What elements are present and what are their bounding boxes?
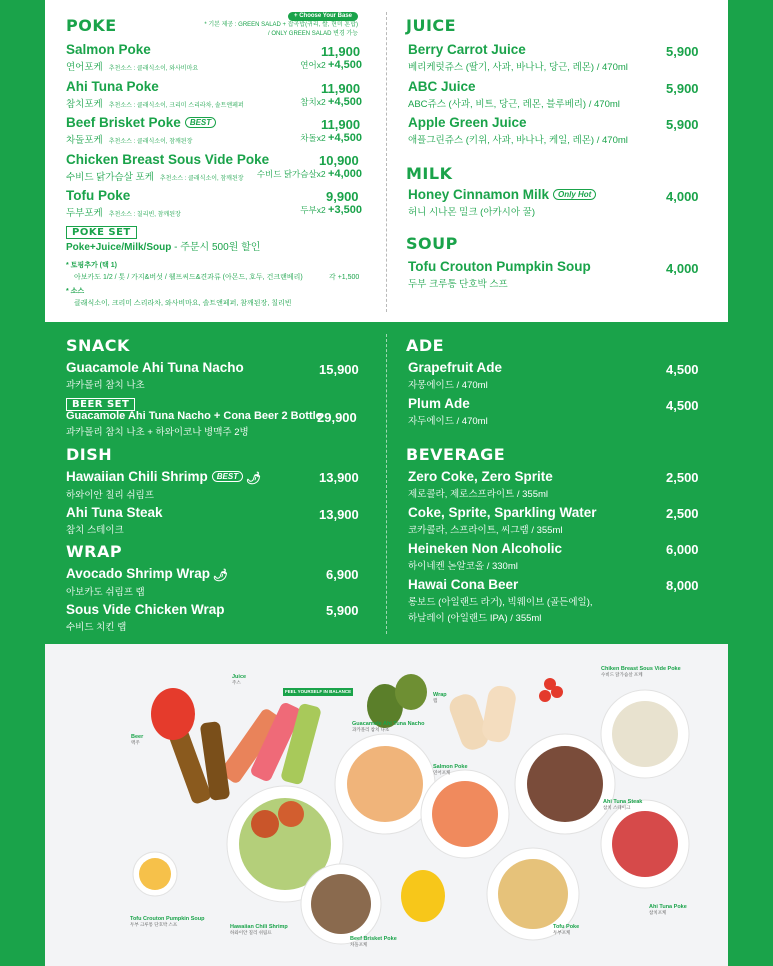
menu-item-beef-brisket-poke [66, 115, 216, 146]
item-name: Avocado Shrimp Wrap 🌶 [66, 566, 229, 582]
menu-item-grapefruit-ade [408, 360, 502, 391]
item-price: 4,000 [666, 189, 699, 204]
item-price: 11,900 [321, 81, 361, 96]
poke-set-label: POKE SET [66, 222, 137, 240]
menu-item-berry-carrot-juice [408, 42, 628, 73]
item-name: Chicken Breast Sous Vide Poke [66, 152, 270, 167]
item-subtitle: 하와이안 칠리 쉬림프 [66, 490, 154, 501]
item-price: 6,000 [666, 542, 699, 557]
tomato [539, 690, 551, 702]
photo-label-tuna-poke: Ahi Tuna Poke 참치포케 [649, 904, 687, 915]
top-menu-panel [45, 0, 728, 322]
item-subtitle: 수비드 닭가슴살 포케 추천소스 : 클래식소이, 참깨된장 [66, 172, 244, 183]
photo-label-nacho: Guacamole Ahi Tuna Nacho 과카몰리 참치 나초 [352, 721, 425, 732]
menu-item-chicken-breast-poke [66, 152, 269, 183]
food-photo-panel [45, 644, 728, 966]
soup [139, 858, 171, 890]
yellow-pepper [401, 870, 445, 922]
nacho [347, 746, 423, 822]
menu-item-apple-green-juice [408, 115, 628, 146]
item-price: 29,900 [317, 410, 357, 425]
item-subtitle: 애플그린쥬스 (키위, 사과, 바나나, 케일, 레몬) / 470ml [408, 135, 628, 146]
item-subtitle: 연어포케 추천소스 : 클래식소이, 와사비마요 [66, 62, 199, 73]
item-price: 4,500 [666, 362, 699, 377]
item-name: Ahi Tuna Steak [66, 505, 163, 520]
item-name: Tofu Poke [66, 188, 131, 203]
item-subtitle: 허니 시나몬 밀크 (아카시아 꿀) [408, 207, 536, 218]
menu-item-cona-beer [408, 577, 593, 624]
item-subtitle: 수비드 치킨 랩 [66, 622, 127, 633]
menu-item-salmon-poke [66, 42, 198, 73]
banner-text: FEEL YOURSELF IN BALANCE [285, 689, 352, 694]
item-price: 6,900 [326, 567, 359, 582]
menu-item-ahi-tuna-steak [66, 505, 163, 536]
shrimp [278, 801, 304, 827]
item-subtitle: 두부포케 추천소스 : 칠리빈, 참깨된장 [66, 208, 181, 219]
sauce-title: * 소스 [66, 288, 85, 295]
beer-set-label: BEER SET [66, 394, 135, 412]
wrap-heading: WRAP [66, 542, 123, 561]
item-price: 13,900 [319, 470, 359, 485]
menu-item-tofu-poke [66, 188, 181, 219]
milk-heading: MILK [406, 164, 453, 183]
red-pepper [151, 688, 195, 740]
salmon [432, 781, 498, 847]
chicken [612, 701, 678, 767]
menu-item-avocado-shrimp-wrap [66, 566, 228, 598]
topping-list: 아보카도 1/2 / 톳 / 가지&버섯 / 웰프씨드&견과류 (아몬드, 호두, 건크랜베리) [74, 274, 303, 281]
item-price: 4,000 [666, 261, 699, 276]
topping-price: 각 +1,500 [329, 274, 360, 281]
menu-item-heineken [408, 541, 562, 572]
item-name: Guacamole Ahi Tuna Nacho + Cona Beer 2 Bottle [66, 410, 322, 422]
column-divider [386, 334, 387, 634]
base-line-2: / ONLY GREEN SALAD 변경 가능 [268, 31, 358, 37]
item-price: 9,900 [326, 189, 359, 204]
item-subtitle: 두부 크루통 단호박 스프 [408, 279, 508, 290]
ade-heading: ADE [406, 336, 445, 355]
item-price: 5,900 [326, 603, 359, 618]
item-subtitle: 과카몰리 참치 나초 + 하와이코나 병맥주 2병 [66, 427, 249, 438]
menu-item-hawaiian-chili-shrimp [66, 469, 261, 501]
item-price: 5,900 [666, 44, 699, 59]
best-badge: BEST [185, 117, 216, 128]
tomato [544, 678, 556, 690]
snack-heading: SNACK [66, 336, 130, 355]
photo-label-shrimp: Hawaiian Chili Shrimp 하와이안 칠리 쉬림프 [230, 924, 288, 935]
item-price: 11,900 [321, 117, 361, 132]
item-subtitle: 하이네켄 논알코올 / 330ml [408, 561, 518, 572]
item-name: Berry Carrot Juice [408, 42, 526, 57]
item-name: Zero Coke, Zero Sprite [408, 469, 553, 484]
brisket [311, 874, 371, 934]
item-name: ABC Juice [408, 79, 476, 94]
item-subtitle: 베리케럿쥬스 (딸기, 사과, 바나나, 당근, 레몬) / 470ml [408, 62, 628, 73]
menu-item-guacamole-nacho [66, 360, 244, 391]
item-name: Apple Green Juice [408, 115, 527, 130]
item-price: 10,900 [319, 153, 359, 168]
photo-label-juice: Juice 주스 [232, 674, 247, 685]
item-subtitle: 아보카도 쉬림프 랩 [66, 587, 145, 598]
item-name: Heineken Non Alcoholic [408, 541, 563, 556]
item-name: Hawai Cona Beer [408, 577, 519, 592]
item-name: Honey Cinnamon Milk Only Hot [408, 187, 596, 202]
shrimp [251, 810, 279, 838]
item-price: 13,900 [319, 507, 359, 522]
item-price: 5,900 [666, 81, 699, 96]
item-name: Guacamole Ahi Tuna Nacho [66, 360, 244, 375]
item-subtitle: 참치포케 추천소스 : 클래식소이, 크리미 스리라차, 솔트앤페퍼 [66, 99, 244, 110]
item-price: 2,500 [666, 506, 699, 521]
item-subtitle: 과카몰리 참치 나초 [66, 380, 145, 391]
photo-label-soup: Tofu Crouton Pumpkin Soup 두부 크루통 단호박 스프 [130, 916, 205, 927]
photo-label-brisket-poke: Beef Brisket Poke 차돌포케 [350, 936, 397, 947]
item-name: Plum Ade [408, 396, 470, 411]
poke-set-line: Poke+Juice/Milk/Soup - 주문시 500원 할인 [66, 242, 261, 253]
poke-heading: POKE [66, 16, 117, 35]
steak [527, 746, 603, 822]
item-price: 15,900 [319, 362, 359, 377]
item-subtitle: 롱보드 (아일랜드 라거), 빅웨이브 (골든에일), [408, 597, 593, 608]
menu-item-beer-set [66, 410, 322, 438]
item-addon: 연어x2 +4,500 [300, 59, 362, 71]
item-name: Salmon Poke [66, 42, 151, 57]
item-name: Sous Vide Chicken Wrap [66, 602, 225, 617]
tuna [612, 811, 678, 877]
menu-item-plum-ade [408, 396, 488, 427]
soup-heading: SOUP [406, 234, 458, 253]
item-name: Beef Brisket Poke BEST [66, 115, 216, 130]
topping-title: * 토핑추가 (택 1) [66, 262, 117, 269]
menu-item-sous-vide-chicken-wrap [66, 602, 225, 633]
item-name: Grapefruit Ade [408, 360, 503, 375]
item-subtitle: 차돌포케 추천소스 : 클래식소이, 참깨된장 [66, 135, 193, 146]
photo-label-wrap: Wrap 랩 [433, 692, 447, 703]
item-price: 4,500 [666, 398, 699, 413]
sauce-list: 클래식소이, 크리미 스리라차, 와사비마요, 솔트앤페퍼, 참깨된장, 칠리빈 [74, 300, 292, 307]
item-subtitle: 자두에이드 / 470ml [408, 416, 488, 427]
item-price: 2,500 [666, 470, 699, 485]
menu-item-zero-coke [408, 469, 553, 500]
menu-item-tofu-crouton-soup [408, 259, 591, 290]
item-subtitle: 제로콜라, 제로스프라이트 / 355ml [408, 489, 549, 500]
dish-heading: DISH [66, 445, 113, 464]
choose-base-pill: + Choose Your Base [288, 12, 358, 21]
photo-label-chicken-poke: Chiken Breast Sous Vide Poke 수비드 닭가슴살 포케 [601, 666, 681, 677]
menu-item-abc-juice [408, 79, 620, 110]
column-divider [386, 12, 387, 312]
menu-item-coke-sprite [408, 505, 597, 536]
item-name: Hawaiian Chili Shrimp BEST 🌶 [66, 469, 262, 485]
photo-label-tofu-poke: Tofu Poke 두부포케 [553, 924, 580, 935]
juice-heading: JUICE [406, 16, 457, 35]
base-note [204, 12, 358, 39]
item-addon: 참치x2 +4,500 [300, 96, 362, 108]
chili-icon: 🌶 [213, 568, 229, 582]
item-subtitle: ABC쥬스 (사과, 비트, 당근, 레몬, 블루베리) / 470ml [408, 99, 620, 110]
avocado [395, 674, 427, 710]
item-subtitle: 참치 스테이크 [66, 525, 124, 536]
item-price: 5,900 [666, 117, 699, 132]
item-addon: 두부x2 +3,500 [300, 204, 362, 216]
item-price: 11,900 [321, 44, 361, 59]
wrap [480, 684, 517, 744]
item-name: Tofu Crouton Pumpkin Soup [408, 259, 591, 274]
photo-label-beer: Beer 맥주 [131, 734, 144, 745]
item-addon: 차돌x2 +4,500 [300, 132, 362, 144]
beverage-heading: BEVERAGE [406, 445, 506, 464]
item-name: Ahi Tuna Poke [66, 79, 159, 94]
item-subtitle: 자몽에이드 / 470ml [408, 380, 488, 391]
photo-label-tuna-steak: Ahi Tuna Steak 참치 스테이크 [603, 799, 643, 810]
item-price: 8,000 [666, 578, 699, 593]
chili-icon: 🌶 [246, 471, 262, 485]
photo-label-salmon-poke: Salmon Poke 연어포케 [433, 764, 468, 775]
item-addon: 수비드 닭가슴살x2 +4,000 [256, 168, 362, 180]
item-subtitle: 코카콜라, 스프라이트, 씨그램 / 355ml [408, 525, 563, 536]
only-hot-badge: Only Hot [553, 189, 596, 200]
menu-item-honey-cinnamon-milk [408, 187, 596, 218]
base-line-1: * 기본 제공 : GREEN SALAD + 잡곡밥(귀리, 쌀, 현미 혼합) [204, 22, 358, 28]
item-name: Coke, Sprite, Sparkling Water [408, 505, 597, 520]
menu-item-ahi-tuna-poke [66, 79, 244, 110]
middle-menu-panel [45, 322, 728, 644]
best-badge: BEST [212, 471, 243, 482]
tofu [498, 859, 568, 929]
item-subtitle-2: 하날레이 (아일랜드 IPA) / 355ml [408, 613, 542, 624]
